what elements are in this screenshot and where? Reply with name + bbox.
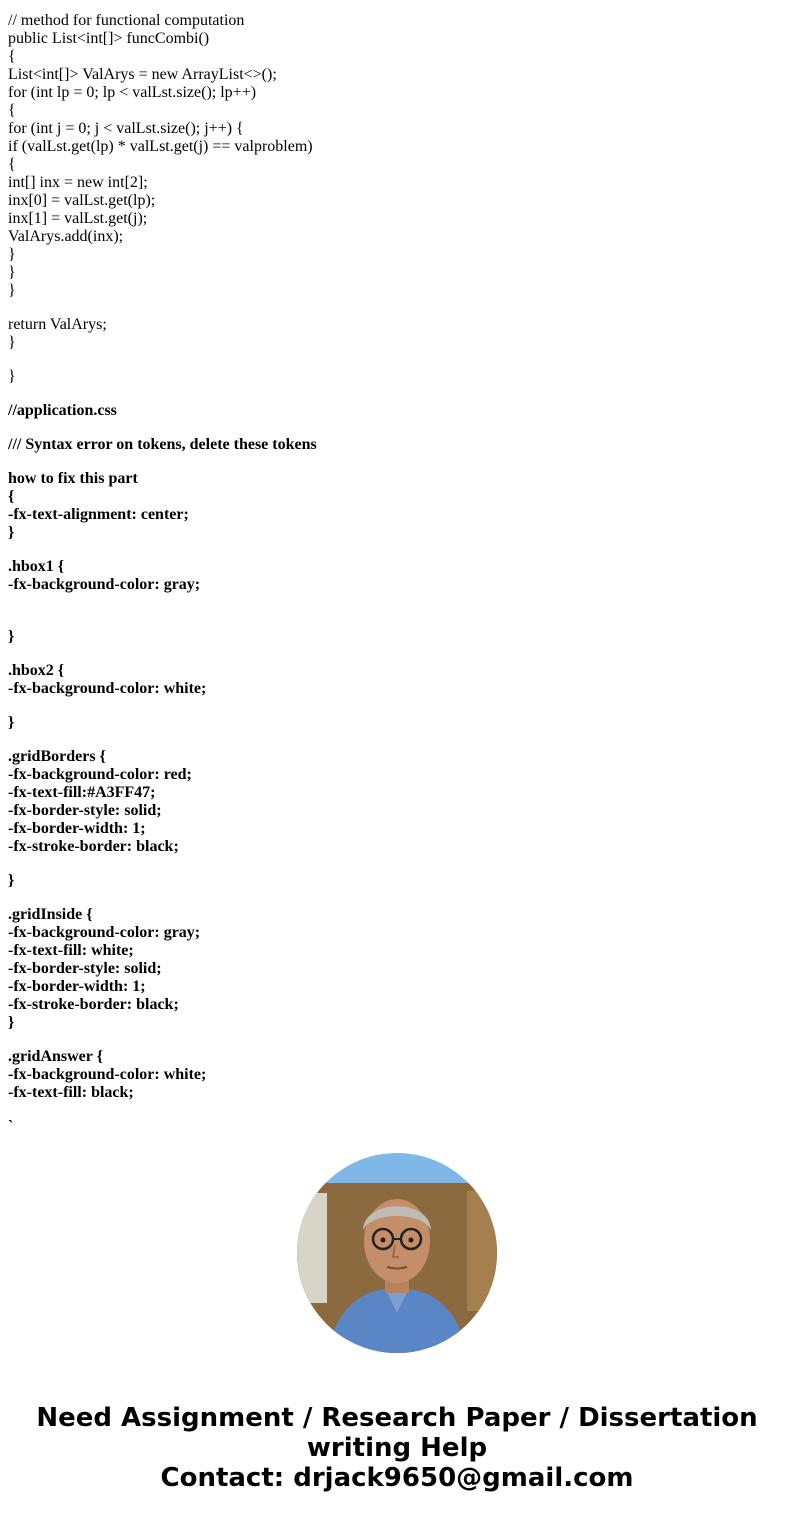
css-line: -fx-text-fill: white;	[8, 942, 134, 959]
code-line: }	[8, 246, 16, 263]
css-line: -fx-background-color: white;	[8, 1066, 207, 1083]
css-file-comment: //application.css	[8, 402, 117, 419]
code-line: for (int lp = 0; lp < valLst.size(); lp++)	[8, 84, 257, 101]
promo-contact: Contact: drjack9650@gmail.com	[160, 1463, 634, 1493]
blank-line	[8, 454, 778, 470]
code-line: {	[8, 156, 16, 173]
css-line: {	[8, 488, 15, 505]
css-line: }	[8, 524, 15, 541]
css-line: -fx-background-color: gray;	[8, 924, 201, 941]
code-line: public List<int[]> funcCombi()	[8, 30, 210, 47]
promo-banner	[0, 1403, 794, 1493]
avatar-portrait	[297, 1153, 497, 1353]
code-line: return ValArys;	[8, 316, 107, 333]
code-line: // method for functional computation	[8, 12, 245, 29]
java-code-block	[8, 12, 778, 386]
css-line: -fx-border-style: solid;	[8, 960, 162, 977]
blank-line	[8, 1102, 778, 1118]
blank-line	[8, 856, 778, 872]
code-line: ValArys.add(inx);	[8, 228, 124, 245]
blank-line	[8, 594, 778, 628]
blank-line	[8, 300, 778, 316]
blank-line	[8, 890, 778, 906]
code-line: inx[1] = valLst.get(j);	[8, 210, 148, 227]
blank-line	[8, 646, 778, 662]
truncated-line: `	[8, 1118, 14, 1127]
blank-line	[8, 1032, 778, 1048]
document-body	[8, 12, 778, 1127]
css-section	[8, 402, 778, 1127]
promo-line-1: Need Assignment / Research Paper / Dissertation	[36, 1403, 758, 1433]
css-line: -fx-background-color: white;	[8, 680, 207, 697]
blank-line	[8, 698, 778, 714]
code-line: }	[8, 334, 16, 351]
css-line: -fx-background-color: gray;	[8, 576, 201, 593]
code-line: {	[8, 48, 16, 65]
css-line: .gridBorders {	[8, 748, 106, 765]
code-line: }	[8, 368, 16, 385]
css-line: .hbox2 {	[8, 662, 65, 679]
css-line: -fx-text-fill: black;	[8, 1084, 134, 1101]
blank-line	[8, 352, 778, 368]
promo-line-2: writing Help	[306, 1433, 488, 1463]
code-line: {	[8, 102, 16, 119]
css-line: -fx-border-width: 1;	[8, 978, 146, 995]
blank-line	[8, 386, 778, 402]
css-line: }	[8, 872, 15, 889]
css-line: -fx-stroke-border: black;	[8, 996, 179, 1013]
css-line: .hbox1 {	[8, 558, 65, 575]
code-line: List<int[]> ValArys = new ArrayList<>();	[8, 66, 277, 83]
css-line: -fx-background-color: red;	[8, 766, 192, 783]
css-line: }	[8, 1014, 15, 1031]
code-line: if (valLst.get(lp) * valLst.get(j) == valproblem)	[8, 138, 313, 155]
css-line: -fx-border-width: 1;	[8, 820, 146, 837]
css-line: -fx-stroke-border: black;	[8, 838, 179, 855]
blank-line	[8, 542, 778, 558]
css-line: }	[8, 714, 15, 731]
code-line: int[] inx = new int[2];	[8, 174, 148, 191]
code-line: for (int j = 0; j < valLst.size(); j++) {	[8, 120, 244, 137]
css-line: -fx-text-fill:#A3FF47;	[8, 784, 156, 801]
css-question: how to fix this part	[8, 470, 138, 487]
avatar	[297, 1153, 497, 1353]
css-error-comment: /// Syntax error on tokens, delete these tokens	[8, 436, 317, 453]
css-line: }	[8, 628, 15, 645]
code-line: }	[8, 282, 16, 299]
code-line: inx[0] = valLst.get(lp);	[8, 192, 156, 209]
blank-line	[8, 420, 778, 436]
code-line: }	[8, 264, 16, 281]
css-line: -fx-text-alignment: center;	[8, 506, 189, 523]
css-line: -fx-border-style: solid;	[8, 802, 162, 819]
blank-line	[8, 732, 778, 748]
css-line: .gridAnswer {	[8, 1048, 103, 1065]
css-line: .gridInside {	[8, 906, 93, 923]
